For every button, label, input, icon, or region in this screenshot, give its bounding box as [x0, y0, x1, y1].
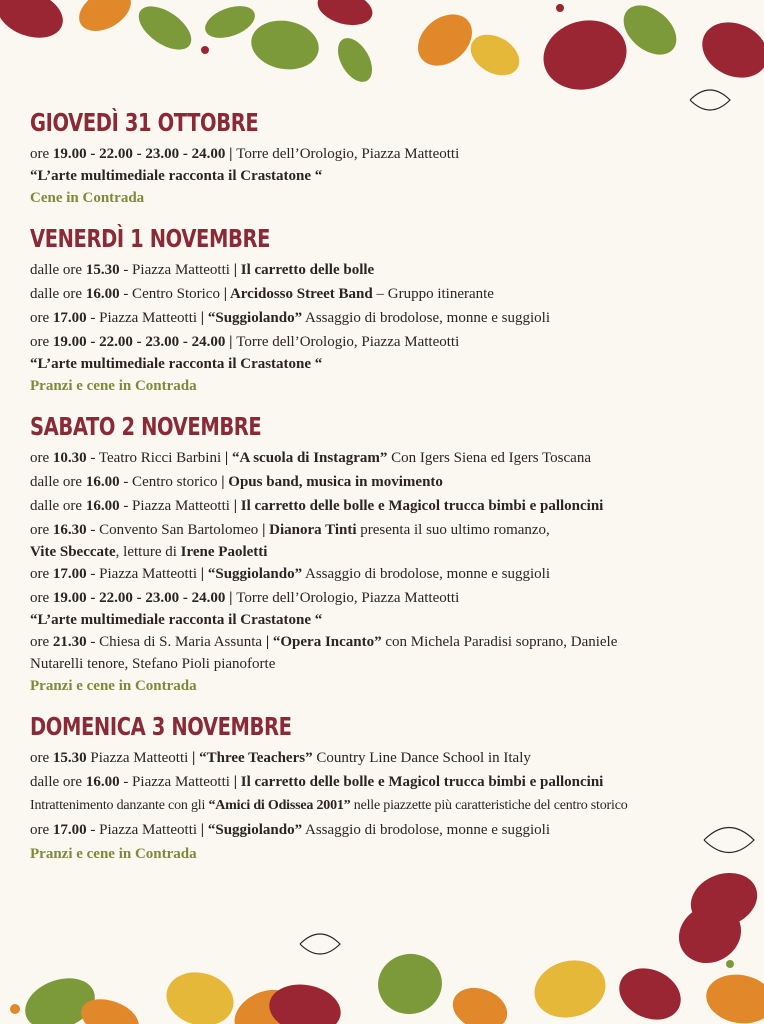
- leaf-icon: [10, 894, 764, 1024]
- event-line: ore 21.30 - Chiesa di S. Maria Assunta | “Opera Incanto” con Michela Paradisi soprano, Daniele: [30, 634, 618, 650]
- event-line: dalle ore 15.30 - Piazza Matteotti | Il carretto delle bolle: [30, 262, 375, 278]
- day-title: VENERDÌ 1 NOVEMBRE: [30, 224, 271, 253]
- day-section: [30, 108, 730, 210]
- day-footer: Pranzi e cene in Contrada: [30, 378, 197, 394]
- day-title: GIOVEDÌ 31 OTTOBRE: [30, 108, 259, 137]
- event-line: Intrattenimento danzante con gli “Amici di Odissea 2001” nelle piazzette più caratteristiche del centro storico: [30, 798, 628, 813]
- event-line: ore 19.00 - 22.00 - 23.00 - 24.00 | Torre dell’Orologio, Piazza Matteotti: [30, 334, 460, 350]
- event-line: “L’arte multimediale racconta il Crastatone “: [30, 356, 323, 372]
- day-title: SABATO 2 NOVEMBRE: [30, 412, 262, 441]
- event-line: ore 19.00 - 22.00 - 23.00 - 24.00 | Torre dell’Orologio, Piazza Matteotti: [30, 590, 460, 606]
- event-schedule: [30, 108, 730, 880]
- event-line: ore 17.00 - Piazza Matteotti | “Suggiolando” Assaggio di brodolose, monne e suggioli: [30, 822, 550, 838]
- event-line-continuation: Nutarelli tenore, Stefano Pioli pianoforte: [30, 656, 276, 672]
- day-footer: Pranzi e cene in Contrada: [30, 678, 197, 694]
- event-line: ore 15.30 Piazza Matteotti | “Three Teachers” Country Line Dance School in Italy: [30, 750, 531, 766]
- day-title: DOMENICA 3 NOVEMBRE: [30, 712, 292, 741]
- day-section: [30, 712, 730, 866]
- event-line: dalle ore 16.00 - Centro storico | Opus band, musica in movimento: [30, 474, 443, 490]
- leaf-icon: [0, 0, 764, 110]
- event-line: “L’arte multimediale racconta il Crastatone “: [30, 612, 323, 628]
- event-line: dalle ore 16.00 - Piazza Matteotti | Il carretto delle bolle e Magicol trucca bimbi e palloncini: [30, 774, 604, 790]
- event-line: dalle ore 16.00 - Piazza Matteotti | Il carretto delle bolle e Magicol trucca bimbi e palloncini: [30, 498, 604, 514]
- event-line-continuation: Vite Sbeccate, letture di Irene Paoletti: [30, 544, 268, 560]
- day-footer: Cene in Contrada: [30, 190, 145, 206]
- event-line: “L’arte multimediale racconta il Crastatone “: [30, 168, 323, 184]
- event-line: dalle ore 16.00 - Centro Storico | Arcidosso Street Band – Gruppo itinerante: [30, 286, 494, 302]
- event-line: ore 10.30 - Teatro Ricci Barbini | “A scuola di Instagram” Con Igers Siena ed Igers Toscana: [30, 450, 591, 466]
- event-line: ore 17.00 - Piazza Matteotti | “Suggiolando” Assaggio di brodolose, monne e suggioli: [30, 566, 550, 582]
- event-line: ore 16.30 - Convento San Bartolomeo | Dianora Tinti presenta il suo ultimo romanzo,: [30, 522, 550, 538]
- event-line: ore 17.00 - Piazza Matteotti | “Suggiolando” Assaggio di brodolose, monne e suggioli: [30, 310, 550, 326]
- day-section: [30, 412, 730, 698]
- day-section: [30, 224, 730, 398]
- day-footer: Pranzi e cene in Contrada: [30, 846, 197, 862]
- event-line: ore 19.00 - 22.00 - 23.00 - 24.00 | Torre dell’Orologio, Piazza Matteotti: [30, 146, 460, 162]
